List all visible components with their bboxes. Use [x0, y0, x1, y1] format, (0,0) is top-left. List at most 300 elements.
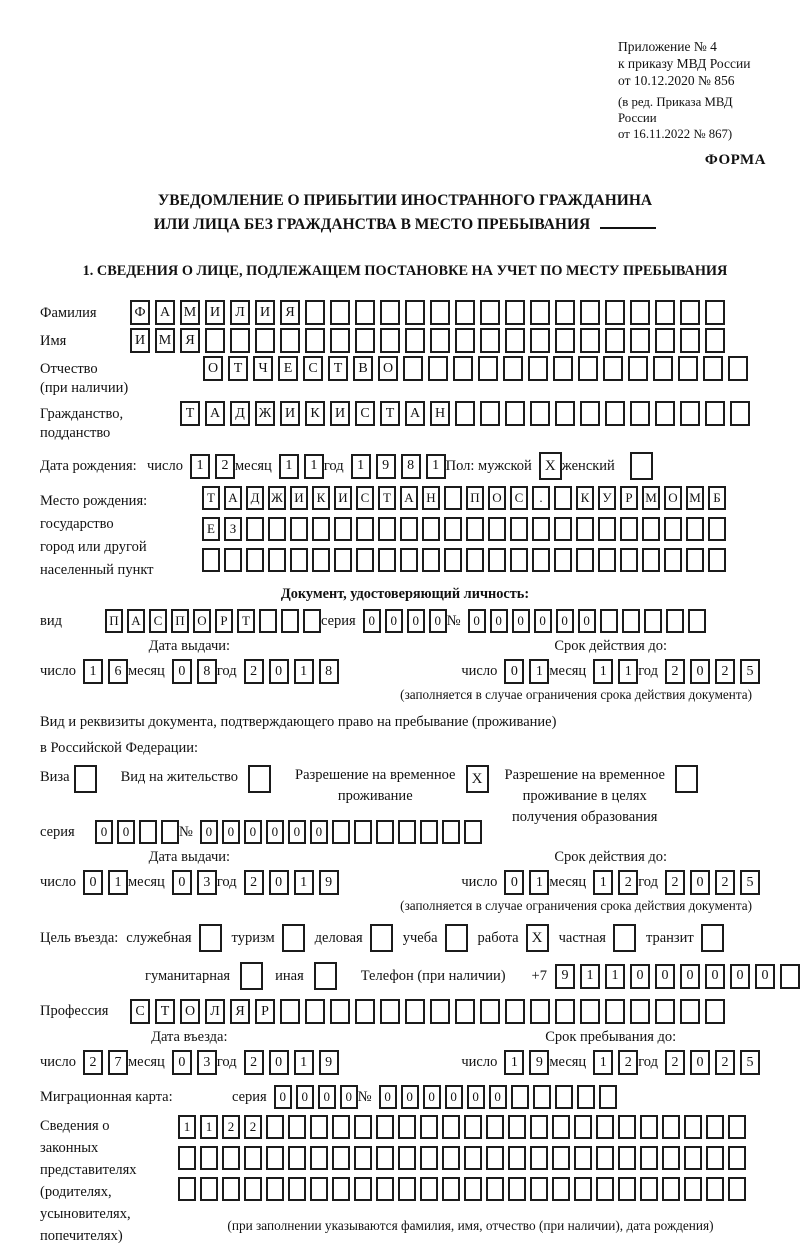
- firstname-grid-cell[interactable]: [255, 328, 275, 353]
- firstname-grid-cell[interactable]: И: [130, 328, 150, 353]
- birthplace-grid-row1-cell[interactable]: .: [532, 486, 550, 510]
- representatives-grid-row1-cell[interactable]: [508, 1115, 526, 1139]
- representatives-grid-row1-cell[interactable]: [552, 1115, 570, 1139]
- birthplace-grid-row1-cell[interactable]: Ж: [268, 486, 286, 510]
- sex-female-checkbox-cell[interactable]: [630, 452, 653, 480]
- doc-number-grid-cell[interactable]: 0: [512, 609, 530, 633]
- purpose-transit-checkbox-cell[interactable]: [701, 924, 724, 952]
- profession-grid-cell[interactable]: [555, 999, 575, 1024]
- stay-year-grid-cell[interactable]: 2: [715, 1050, 735, 1075]
- doc-issue-month-grid-cell[interactable]: 8: [197, 659, 217, 684]
- citizenship-grid-cell[interactable]: А: [205, 401, 225, 426]
- representatives-grid-row3-cell[interactable]: [332, 1177, 350, 1201]
- birthplace-grid-row3-cell[interactable]: [268, 548, 286, 572]
- representatives-grid-row3-cell[interactable]: [398, 1177, 416, 1201]
- entry-year-grid-cell[interactable]: 9: [319, 1050, 339, 1075]
- surname-grid-cell[interactable]: [655, 300, 675, 325]
- purpose-official-checkbox-cell[interactable]: [199, 924, 222, 952]
- birthplace-grid-row1-cell[interactable]: К: [576, 486, 594, 510]
- representatives-grid-row3-cell[interactable]: [486, 1177, 504, 1201]
- firstname-grid-cell[interactable]: [455, 328, 475, 353]
- representatives-grid-row3-cell[interactable]: [266, 1177, 284, 1201]
- surname-grid-cell[interactable]: [355, 300, 375, 325]
- rvp-checkbox-cell[interactable]: X: [466, 765, 489, 793]
- patronymic-grid-cell[interactable]: Е: [278, 356, 298, 381]
- representatives-grid-row3-cell[interactable]: [420, 1177, 438, 1201]
- birthplace-grid-row1-cell[interactable]: К: [312, 486, 330, 510]
- birthplace-grid-row2-cell[interactable]: [400, 517, 418, 541]
- stay-year-grid-cell[interactable]: 0: [690, 1050, 710, 1075]
- representatives-grid-row2-cell[interactable]: [332, 1146, 350, 1170]
- birth-year-grid-cell[interactable]: 1: [351, 454, 371, 479]
- patronymic-grid-cell[interactable]: О: [203, 356, 223, 381]
- doc-valid-day-grid-cell[interactable]: 1: [529, 659, 549, 684]
- representatives-grid-row1-cell[interactable]: [288, 1115, 306, 1139]
- migration-series-grid-cell[interactable]: 0: [318, 1085, 336, 1109]
- surname-grid-cell[interactable]: И: [255, 300, 275, 325]
- doc-number-grid-cell[interactable]: 0: [490, 609, 508, 633]
- migration-series-grid-cell[interactable]: 0: [274, 1085, 292, 1109]
- purpose-other-checkbox-cell[interactable]: [314, 962, 337, 990]
- birthplace-grid-row2-cell[interactable]: З: [224, 517, 242, 541]
- permit-series-grid-cell[interactable]: 0: [95, 820, 113, 844]
- doc-valid-year-grid-cell[interactable]: 2: [665, 659, 685, 684]
- patronymic-grid-cell[interactable]: [653, 356, 673, 381]
- citizenship-grid-cell[interactable]: [655, 401, 675, 426]
- birthplace-grid-row3-cell[interactable]: [290, 548, 308, 572]
- patronymic-grid-cell[interactable]: [628, 356, 648, 381]
- representatives-grid-row3-cell[interactable]: [288, 1177, 306, 1201]
- citizenship-grid-cell[interactable]: Т: [380, 401, 400, 426]
- birthplace-grid-row3-cell[interactable]: [576, 548, 594, 572]
- birthplace-grid-row2-cell[interactable]: [268, 517, 286, 541]
- citizenship-grid-cell[interactable]: С: [355, 401, 375, 426]
- birthplace-grid-row3-cell[interactable]: [554, 548, 572, 572]
- representatives-grid-row1-cell[interactable]: [662, 1115, 680, 1139]
- surname-grid-cell[interactable]: [480, 300, 500, 325]
- doc-valid-month-grid-cell[interactable]: 1: [593, 659, 613, 684]
- entry-day-grid-cell[interactable]: 2: [83, 1050, 103, 1075]
- patronymic-grid-cell[interactable]: [428, 356, 448, 381]
- birthplace-grid-row3-cell[interactable]: [246, 548, 264, 572]
- firstname-grid-cell[interactable]: [630, 328, 650, 353]
- birthplace-grid-row2-cell[interactable]: [422, 517, 440, 541]
- representatives-grid-row3-cell[interactable]: [200, 1177, 218, 1201]
- stay-year-grid-cell[interactable]: 5: [740, 1050, 760, 1075]
- representatives-grid-row3-cell[interactable]: [706, 1177, 724, 1201]
- permit-number-grid-cell[interactable]: 0: [288, 820, 306, 844]
- representatives-grid-row3-cell[interactable]: [574, 1177, 592, 1201]
- permit-valid-year-grid-cell[interactable]: 2: [665, 870, 685, 895]
- representatives-grid-row2-cell[interactable]: [618, 1146, 636, 1170]
- representatives-grid-row1-cell[interactable]: [354, 1115, 372, 1139]
- birthplace-grid-row1-cell[interactable]: О: [664, 486, 682, 510]
- representatives-grid-row1-cell[interactable]: [618, 1115, 636, 1139]
- representatives-grid-row1-cell[interactable]: [332, 1115, 350, 1139]
- firstname-grid-cell[interactable]: [430, 328, 450, 353]
- profession-grid-cell[interactable]: [530, 999, 550, 1024]
- birthplace-grid-row1-cell[interactable]: М: [686, 486, 704, 510]
- stay-month-grid-cell[interactable]: 2: [618, 1050, 638, 1075]
- representatives-grid-row2-cell[interactable]: [266, 1146, 284, 1170]
- birthplace-grid-row3-cell[interactable]: [356, 548, 374, 572]
- permit-issue-year-grid-cell[interactable]: 0: [269, 870, 289, 895]
- birth-year-grid-cell[interactable]: 9: [376, 454, 396, 479]
- birthplace-grid-row3-cell[interactable]: [312, 548, 330, 572]
- doc-number-grid-cell[interactable]: 0: [578, 609, 596, 633]
- representatives-grid-row2-cell[interactable]: [508, 1146, 526, 1170]
- representatives-grid-row1-cell[interactable]: [376, 1115, 394, 1139]
- purpose-business-checkbox-cell[interactable]: [370, 924, 393, 952]
- patronymic-grid-cell[interactable]: [453, 356, 473, 381]
- firstname-grid-cell[interactable]: [605, 328, 625, 353]
- patronymic-grid-cell[interactable]: [478, 356, 498, 381]
- surname-grid-cell[interactable]: М: [180, 300, 200, 325]
- birthplace-grid-row1-cell[interactable]: А: [224, 486, 242, 510]
- patronymic-grid-cell[interactable]: Т: [228, 356, 248, 381]
- representatives-grid-row3-cell[interactable]: [464, 1177, 482, 1201]
- birthplace-grid-row2-cell[interactable]: [598, 517, 616, 541]
- patronymic-grid-cell[interactable]: [578, 356, 598, 381]
- permit-number-grid-cell[interactable]: [354, 820, 372, 844]
- purpose-humanitarian-checkbox-cell[interactable]: [240, 962, 263, 990]
- doc-type-grid-cell[interactable]: [259, 609, 277, 633]
- doc-issue-year-grid-cell[interactable]: 2: [244, 659, 264, 684]
- birthplace-grid-row1-cell[interactable]: П: [466, 486, 484, 510]
- representatives-grid-row2-cell[interactable]: [178, 1146, 196, 1170]
- birthplace-grid-row1-cell[interactable]: Д: [246, 486, 264, 510]
- phone-grid-cell[interactable]: 0: [680, 964, 700, 989]
- representatives-grid-row2-cell[interactable]: [662, 1146, 680, 1170]
- profession-grid-cell[interactable]: [305, 999, 325, 1024]
- representatives-grid-row2-cell[interactable]: [596, 1146, 614, 1170]
- permit-valid-year-grid-cell[interactable]: 2: [715, 870, 735, 895]
- permit-number-grid-cell[interactable]: [332, 820, 350, 844]
- birthplace-grid-row3-cell[interactable]: [422, 548, 440, 572]
- representatives-grid-row1-cell[interactable]: [310, 1115, 328, 1139]
- surname-grid-cell[interactable]: [380, 300, 400, 325]
- doc-number-grid-cell[interactable]: 0: [556, 609, 574, 633]
- firstname-grid-cell[interactable]: [530, 328, 550, 353]
- representatives-grid-row3-cell[interactable]: [442, 1177, 460, 1201]
- doc-number-grid-cell[interactable]: 0: [534, 609, 552, 633]
- doc-number-grid-cell[interactable]: [644, 609, 662, 633]
- profession-grid-cell[interactable]: [680, 999, 700, 1024]
- representatives-grid-row2-cell[interactable]: [486, 1146, 504, 1170]
- patronymic-grid-cell[interactable]: [703, 356, 723, 381]
- citizenship-grid-cell[interactable]: [680, 401, 700, 426]
- doc-number-grid-cell[interactable]: 0: [468, 609, 486, 633]
- representatives-grid-row3-cell[interactable]: [684, 1177, 702, 1201]
- permit-issue-year-grid-cell[interactable]: 1: [294, 870, 314, 895]
- citizenship-grid-cell[interactable]: И: [330, 401, 350, 426]
- birth-year-grid-cell[interactable]: 1: [426, 454, 446, 479]
- permit-number-grid-cell[interactable]: [420, 820, 438, 844]
- doc-type-grid-cell[interactable]: С: [149, 609, 167, 633]
- representatives-grid-row1-cell[interactable]: [464, 1115, 482, 1139]
- permit-number-grid-cell[interactable]: 0: [310, 820, 328, 844]
- representatives-grid-row1-cell[interactable]: [420, 1115, 438, 1139]
- firstname-grid-cell[interactable]: [655, 328, 675, 353]
- citizenship-grid-cell[interactable]: Н: [430, 401, 450, 426]
- migration-number-grid-cell[interactable]: 0: [445, 1085, 463, 1109]
- phone-grid-cell[interactable]: 0: [630, 964, 650, 989]
- citizenship-grid-cell[interactable]: Ж: [255, 401, 275, 426]
- representatives-grid-row2-cell[interactable]: [288, 1146, 306, 1170]
- doc-series-grid-cell[interactable]: 0: [363, 609, 381, 633]
- doc-issue-day-grid-cell[interactable]: 6: [108, 659, 128, 684]
- birth-day-grid-cell[interactable]: 2: [215, 454, 235, 479]
- surname-grid-cell[interactable]: [605, 300, 625, 325]
- representatives-grid-row1-cell[interactable]: [706, 1115, 724, 1139]
- citizenship-grid-cell[interactable]: [480, 401, 500, 426]
- doc-valid-year-grid-cell[interactable]: 2: [715, 659, 735, 684]
- patronymic-grid-cell[interactable]: [403, 356, 423, 381]
- birthplace-grid-row1-cell[interactable]: О: [488, 486, 506, 510]
- profession-grid-cell[interactable]: [705, 999, 725, 1024]
- firstname-grid-cell[interactable]: [305, 328, 325, 353]
- surname-grid-cell[interactable]: [555, 300, 575, 325]
- birthplace-grid-row1-cell[interactable]: Н: [422, 486, 440, 510]
- representatives-grid-row3-cell[interactable]: [354, 1177, 372, 1201]
- firstname-grid-cell[interactable]: [280, 328, 300, 353]
- birthplace-grid-row3-cell[interactable]: [532, 548, 550, 572]
- representatives-grid-row3-cell[interactable]: [376, 1177, 394, 1201]
- phone-grid-cell[interactable]: 0: [705, 964, 725, 989]
- representatives-grid-row1-cell[interactable]: [486, 1115, 504, 1139]
- citizenship-grid-cell[interactable]: [730, 401, 750, 426]
- birth-month-grid-cell[interactable]: 1: [304, 454, 324, 479]
- birthplace-grid-row1-cell[interactable]: Т: [202, 486, 220, 510]
- firstname-grid-cell[interactable]: [705, 328, 725, 353]
- firstname-grid-cell[interactable]: [205, 328, 225, 353]
- patronymic-grid-cell[interactable]: [503, 356, 523, 381]
- birthplace-grid-row2-cell[interactable]: [686, 517, 704, 541]
- patronymic-grid-cell[interactable]: [553, 356, 573, 381]
- representatives-grid-row3-cell[interactable]: [178, 1177, 196, 1201]
- birthplace-grid-row1-cell[interactable]: И: [290, 486, 308, 510]
- representatives-grid-row1-cell[interactable]: [728, 1115, 746, 1139]
- patronymic-grid-cell[interactable]: Ч: [253, 356, 273, 381]
- birthplace-grid-row2-cell[interactable]: [290, 517, 308, 541]
- migration-number-grid-cell[interactable]: 0: [489, 1085, 507, 1109]
- representatives-grid-row1-cell[interactable]: 1: [200, 1115, 218, 1139]
- doc-type-grid-cell[interactable]: [281, 609, 299, 633]
- profession-grid-cell[interactable]: [580, 999, 600, 1024]
- birthplace-grid-row1-cell[interactable]: Р: [620, 486, 638, 510]
- purpose-work-checkbox-cell[interactable]: X: [526, 924, 549, 952]
- profession-grid-cell[interactable]: [330, 999, 350, 1024]
- representatives-grid-row3-cell[interactable]: [618, 1177, 636, 1201]
- representatives-grid-row2-cell[interactable]: [640, 1146, 658, 1170]
- migration-number-grid-cell[interactable]: 0: [467, 1085, 485, 1109]
- doc-issue-month-grid-cell[interactable]: 0: [172, 659, 192, 684]
- birthplace-grid-row2-cell[interactable]: [642, 517, 660, 541]
- doc-valid-month-grid-cell[interactable]: 1: [618, 659, 638, 684]
- doc-series-grid-cell[interactable]: 0: [429, 609, 447, 633]
- birthplace-grid-row1-cell[interactable]: А: [400, 486, 418, 510]
- permit-number-grid-cell[interactable]: 0: [266, 820, 284, 844]
- permit-valid-day-grid-cell[interactable]: 1: [529, 870, 549, 895]
- birthplace-grid-row3-cell[interactable]: [642, 548, 660, 572]
- permit-number-grid-cell[interactable]: [464, 820, 482, 844]
- surname-grid-cell[interactable]: А: [155, 300, 175, 325]
- permit-number-grid-cell[interactable]: 0: [200, 820, 218, 844]
- doc-number-grid-cell[interactable]: [622, 609, 640, 633]
- birthplace-grid-row2-cell[interactable]: [312, 517, 330, 541]
- patronymic-grid-cell[interactable]: [603, 356, 623, 381]
- representatives-grid-row1-cell[interactable]: 2: [244, 1115, 262, 1139]
- migration-series-grid-cell[interactable]: 0: [340, 1085, 358, 1109]
- profession-grid-cell[interactable]: [655, 999, 675, 1024]
- surname-grid-cell[interactable]: [430, 300, 450, 325]
- stay-day-grid-cell[interactable]: 9: [529, 1050, 549, 1075]
- birthplace-grid-row3-cell[interactable]: [466, 548, 484, 572]
- permit-valid-month-grid-cell[interactable]: 1: [593, 870, 613, 895]
- birth-year-grid-cell[interactable]: 8: [401, 454, 421, 479]
- birthplace-grid-row3-cell[interactable]: [202, 548, 220, 572]
- representatives-grid-row2-cell[interactable]: [200, 1146, 218, 1170]
- birthplace-grid-row2-cell[interactable]: [356, 517, 374, 541]
- permit-number-grid-cell[interactable]: [376, 820, 394, 844]
- doc-type-grid-cell[interactable]: О: [193, 609, 211, 633]
- representatives-grid-row3-cell[interactable]: [640, 1177, 658, 1201]
- migration-number-grid-cell[interactable]: [577, 1085, 595, 1109]
- profession-grid-cell[interactable]: О: [180, 999, 200, 1024]
- representatives-grid-row1-cell[interactable]: [442, 1115, 460, 1139]
- firstname-grid-cell[interactable]: [355, 328, 375, 353]
- birthplace-grid-row3-cell[interactable]: [708, 548, 726, 572]
- surname-grid-cell[interactable]: [630, 300, 650, 325]
- profession-grid-cell[interactable]: [455, 999, 475, 1024]
- phone-grid-cell[interactable]: 0: [755, 964, 775, 989]
- firstname-grid-cell[interactable]: Я: [180, 328, 200, 353]
- entry-year-grid-cell[interactable]: 1: [294, 1050, 314, 1075]
- doc-type-grid-cell[interactable]: П: [171, 609, 189, 633]
- entry-month-grid-cell[interactable]: 0: [172, 1050, 192, 1075]
- doc-series-grid-cell[interactable]: 0: [407, 609, 425, 633]
- firstname-grid-cell[interactable]: [680, 328, 700, 353]
- representatives-grid-row3-cell[interactable]: [552, 1177, 570, 1201]
- representatives-grid-row1-cell[interactable]: 2: [222, 1115, 240, 1139]
- patronymic-grid-cell[interactable]: О: [378, 356, 398, 381]
- sex-male-checkbox-cell[interactable]: X: [539, 452, 562, 480]
- birthplace-grid-row3-cell[interactable]: [224, 548, 242, 572]
- profession-grid-cell[interactable]: [630, 999, 650, 1024]
- surname-grid-cell[interactable]: [405, 300, 425, 325]
- phone-grid-cell[interactable]: 1: [580, 964, 600, 989]
- permit-number-grid-cell[interactable]: 0: [222, 820, 240, 844]
- surname-grid-cell[interactable]: [705, 300, 725, 325]
- citizenship-grid-cell[interactable]: [630, 401, 650, 426]
- firstname-grid-cell[interactable]: [480, 328, 500, 353]
- permit-number-grid-cell[interactable]: 0: [244, 820, 262, 844]
- phone-grid-cell[interactable]: [780, 964, 800, 989]
- permit-series-grid-cell[interactable]: 0: [117, 820, 135, 844]
- migration-number-grid-cell[interactable]: 0: [423, 1085, 441, 1109]
- citizenship-grid-cell[interactable]: Т: [180, 401, 200, 426]
- representatives-grid-row2-cell[interactable]: [530, 1146, 548, 1170]
- citizenship-grid-cell[interactable]: [505, 401, 525, 426]
- migration-number-grid-cell[interactable]: [555, 1085, 573, 1109]
- doc-type-grid-cell[interactable]: Т: [237, 609, 255, 633]
- birthplace-grid-row3-cell[interactable]: [334, 548, 352, 572]
- birthplace-grid-row2-cell[interactable]: [510, 517, 528, 541]
- migration-number-grid-cell[interactable]: 0: [379, 1085, 397, 1109]
- doc-type-grid-cell[interactable]: [303, 609, 321, 633]
- birthplace-grid-row2-cell[interactable]: [378, 517, 396, 541]
- migration-number-grid-cell[interactable]: 0: [401, 1085, 419, 1109]
- surname-grid-cell[interactable]: [680, 300, 700, 325]
- representatives-grid-row2-cell[interactable]: [354, 1146, 372, 1170]
- representatives-grid-row3-cell[interactable]: [310, 1177, 328, 1201]
- birthplace-grid-row1-cell[interactable]: Б: [708, 486, 726, 510]
- birthplace-grid-row2-cell[interactable]: [246, 517, 264, 541]
- birthplace-grid-row2-cell[interactable]: [466, 517, 484, 541]
- surname-grid-cell[interactable]: [530, 300, 550, 325]
- doc-series-grid-cell[interactable]: 0: [385, 609, 403, 633]
- birthplace-grid-row2-cell[interactable]: [620, 517, 638, 541]
- citizenship-grid-cell[interactable]: [555, 401, 575, 426]
- firstname-grid-cell[interactable]: [330, 328, 350, 353]
- birthplace-grid-row2-cell[interactable]: [334, 517, 352, 541]
- birthplace-grid-row2-cell[interactable]: [444, 517, 462, 541]
- phone-grid-cell[interactable]: 0: [730, 964, 750, 989]
- profession-grid-cell[interactable]: [605, 999, 625, 1024]
- representatives-grid-row2-cell[interactable]: [398, 1146, 416, 1170]
- entry-day-grid-cell[interactable]: 7: [108, 1050, 128, 1075]
- representatives-grid-row2-cell[interactable]: [420, 1146, 438, 1170]
- representatives-grid-row3-cell[interactable]: [222, 1177, 240, 1201]
- birthplace-grid-row3-cell[interactable]: [664, 548, 682, 572]
- representatives-grid-row2-cell[interactable]: [222, 1146, 240, 1170]
- permit-valid-day-grid-cell[interactable]: 0: [504, 870, 524, 895]
- profession-grid-cell[interactable]: [280, 999, 300, 1024]
- doc-valid-year-grid-cell[interactable]: 0: [690, 659, 710, 684]
- stay-year-grid-cell[interactable]: 2: [665, 1050, 685, 1075]
- representatives-grid-row2-cell[interactable]: [442, 1146, 460, 1170]
- surname-grid-cell[interactable]: И: [205, 300, 225, 325]
- doc-type-grid-cell[interactable]: П: [105, 609, 123, 633]
- birthplace-grid-row3-cell[interactable]: [400, 548, 418, 572]
- migration-series-grid-cell[interactable]: 0: [296, 1085, 314, 1109]
- representatives-grid-row3-cell[interactable]: [508, 1177, 526, 1201]
- citizenship-grid-cell[interactable]: [605, 401, 625, 426]
- citizenship-grid-cell[interactable]: [530, 401, 550, 426]
- visa-checkbox-cell[interactable]: [74, 765, 97, 793]
- birthplace-grid-row3-cell[interactable]: [444, 548, 462, 572]
- residence-permit-checkbox-cell[interactable]: [248, 765, 271, 793]
- stay-day-grid-cell[interactable]: 1: [504, 1050, 524, 1075]
- rvp-education-checkbox-cell[interactable]: [675, 765, 698, 793]
- doc-number-grid-cell[interactable]: [600, 609, 618, 633]
- birthplace-grid-row3-cell[interactable]: [598, 548, 616, 572]
- representatives-grid-row3-cell[interactable]: [596, 1177, 614, 1201]
- birthplace-grid-row1-cell[interactable]: С: [510, 486, 528, 510]
- representatives-grid-row2-cell[interactable]: [310, 1146, 328, 1170]
- permit-valid-month-grid-cell[interactable]: 2: [618, 870, 638, 895]
- citizenship-grid-cell[interactable]: [455, 401, 475, 426]
- surname-grid-cell[interactable]: Я: [280, 300, 300, 325]
- surname-grid-cell[interactable]: [330, 300, 350, 325]
- doc-issue-year-grid-cell[interactable]: 1: [294, 659, 314, 684]
- citizenship-grid-cell[interactable]: Д: [230, 401, 250, 426]
- permit-issue-month-grid-cell[interactable]: 0: [172, 870, 192, 895]
- profession-grid-cell[interactable]: [355, 999, 375, 1024]
- surname-grid-cell[interactable]: [505, 300, 525, 325]
- purpose-study-checkbox-cell[interactable]: [445, 924, 468, 952]
- profession-grid-cell[interactable]: Я: [230, 999, 250, 1024]
